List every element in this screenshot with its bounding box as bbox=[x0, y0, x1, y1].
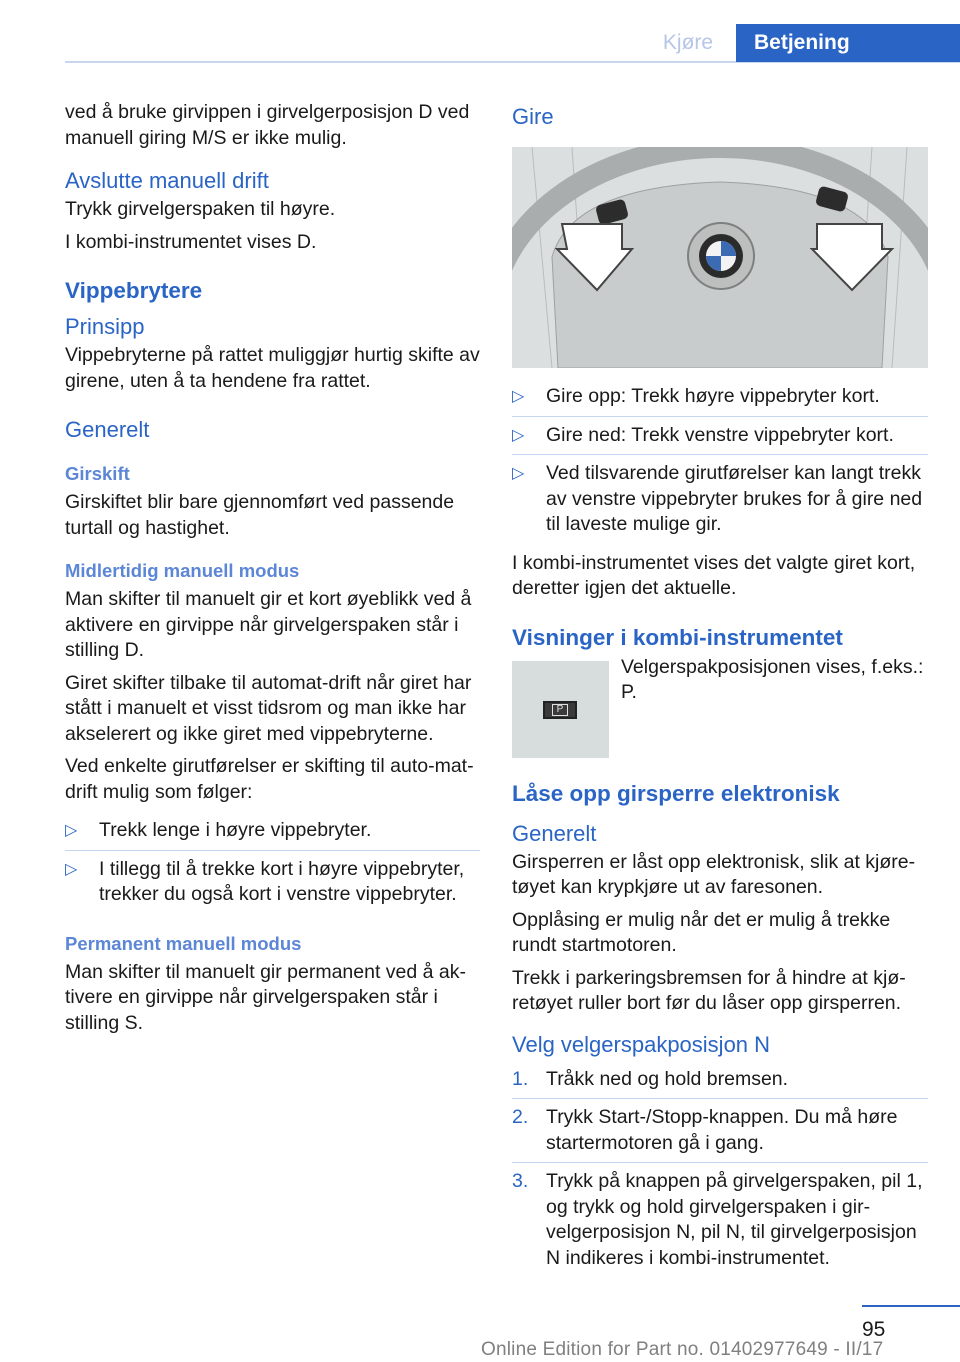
velg-steps-list bbox=[512, 1061, 928, 1278]
list-item: 2. Trykk Start-/Stopp-knappen. Du må høre startermotoren gå i gang. bbox=[512, 1099, 928, 1163]
midlertidig-list bbox=[65, 812, 480, 914]
midlertidig-paragraph-2: Giret skifter tilbake til automat-drift når giret har stått i manuelt et visst tidsrom og man ikke har akselerert og ikke giret med vippebryterne. bbox=[65, 671, 472, 745]
permanent-paragraph: Man skifter til manuelt gir permanent ved å ak‐tivere en girvippe når girvelgerspaken står i stilling S. bbox=[65, 960, 467, 1034]
prinsipp-paragraph: Vippebryterne på rattet muliggjør hurtig skifte av girene, uten å ta hendene fra rattet. bbox=[65, 344, 480, 392]
list-item: ▷ Trekk lenge i høyre vippebryter. bbox=[65, 812, 480, 851]
page-number: 95 bbox=[862, 1318, 886, 1341]
heading-visninger: Visninger i kombi-instrumentet bbox=[512, 624, 843, 650]
generelt-paragraph-2: Opplåsing er mulig når det er mulig å trekke rundt startmotoren. bbox=[512, 908, 891, 956]
list-item: ▷ Gire opp: Trekk høyre vippebryter kort. bbox=[512, 378, 928, 417]
right-column bbox=[512, 100, 928, 1284]
header-section-tab: Kjøre bbox=[662, 31, 714, 54]
gear-indicator bbox=[543, 701, 577, 719]
midlertidig-paragraph-3: Ved enkelte girutførelser er skifting til auto‐mat-drift mulig som følger: bbox=[65, 755, 474, 803]
step-number: 2. bbox=[512, 1106, 529, 1128]
footer-rule bbox=[862, 1305, 960, 1307]
list-item: ▷ Gire ned: Trekk venstre vippebryter kort. bbox=[512, 417, 928, 456]
triangle-bullet-icon: ▷ bbox=[65, 860, 78, 878]
list-item: ▷ I tillegg til å trekke kort i høyre vippebryter, trekker du også kort i venstre vippebryter. bbox=[65, 857, 465, 905]
avslutte-paragraph-2: I kombi-instrumentet vises D. bbox=[65, 230, 317, 253]
heading-vippebrytere: Vippebrytere bbox=[65, 278, 203, 303]
heading-generelt: Generelt bbox=[65, 417, 150, 442]
footer-edition: Online Edition for Part no. 01402977649 - II/17 bbox=[481, 1339, 884, 1360]
heading-generelt-right: Generelt bbox=[512, 820, 597, 846]
list-item: ▷ Ved tilsvarende girutførelser kan langt trekk av venstre vippebryter brukes for å gire ned til laveste mulige gir. bbox=[512, 462, 923, 535]
triangle-bullet-icon: ▷ bbox=[65, 822, 78, 839]
left-column bbox=[65, 100, 480, 1043]
midlertidig-paragraph-1: Man skifter til manuelt gir et kort øyeblikk ved å aktivere en girvippe når girvelgerspaken står i stilling D. bbox=[65, 588, 472, 661]
steering-wheel-illustration bbox=[512, 147, 928, 368]
heading-prinsipp: Prinsipp bbox=[65, 314, 145, 339]
triangle-bullet-icon: ▷ bbox=[512, 426, 525, 444]
heading-permanent-manuell-modus: Permanent manuell modus bbox=[65, 932, 302, 954]
heading-laase-opp-girsperre: Låse opp girsperre elektronisk bbox=[512, 780, 840, 806]
list-item: 3. Trykk på knappen på girvelgerspaken, pil 1, og trykk og hold girvelgerspaken i gir‐velgerposisjon N, pil N, til girvelgerposisjon N indikeres i kombi-instrumentet. bbox=[512, 1170, 923, 1269]
visninger-paragraph: Velgerspakposisjonen vises, f.eks.: P. bbox=[621, 655, 924, 703]
header-chapter-tab: Betjening bbox=[736, 24, 960, 62]
steering-wheel-paddles-image bbox=[512, 147, 928, 368]
heading-midlertidig-manuell-modus: Midlertidig manuell modus bbox=[65, 560, 300, 581]
gire-list bbox=[512, 378, 928, 544]
heading-gire: Gire bbox=[512, 104, 554, 129]
gear-letter: P bbox=[552, 704, 568, 716]
girskift-paragraph: Girskiftet blir bare gjennomført ved passende turtall og hastighet. bbox=[65, 491, 455, 539]
visninger-row bbox=[512, 657, 928, 758]
step-number: 3. bbox=[512, 1170, 529, 1192]
step-number: 1. bbox=[512, 1067, 529, 1090]
triangle-bullet-icon: ▷ bbox=[512, 388, 525, 405]
list-item: 1. Tråkk ned og hold bremsen. bbox=[512, 1061, 928, 1100]
gire-paragraph: I kombi-instrumentet vises det valgte giret kort, deretter igjen det aktuelle. bbox=[512, 551, 916, 599]
triangle-bullet-icon: ▷ bbox=[512, 465, 525, 482]
instrument-display-image bbox=[512, 661, 609, 758]
heading-velg-velgerspakposisjon-n: Velg velgerspakposisjon N bbox=[512, 1031, 771, 1057]
heading-girskift: Girskift bbox=[65, 463, 130, 484]
intro-paragraph: ved å bruke girvippen i girvelgerposisjon D ved manuell giring M/S er ikke mulig. bbox=[65, 101, 470, 149]
generelt-paragraph-1: Girsperren er låst opp elektronisk, slik at kjøre‐tøyet kan krypkjøre ut av faresonen. bbox=[512, 850, 916, 898]
avslutte-paragraph-1: Trykk girvelgerspaken til høyre. bbox=[65, 198, 336, 220]
heading-avslutte-manuell-drift: Avslutte manuell drift bbox=[65, 168, 269, 193]
generelt-paragraph-3: Trekk i parkeringsbremsen for å hindre at kjø‐retøyet ruller bort før du låser opp girsperren. bbox=[512, 966, 906, 1014]
